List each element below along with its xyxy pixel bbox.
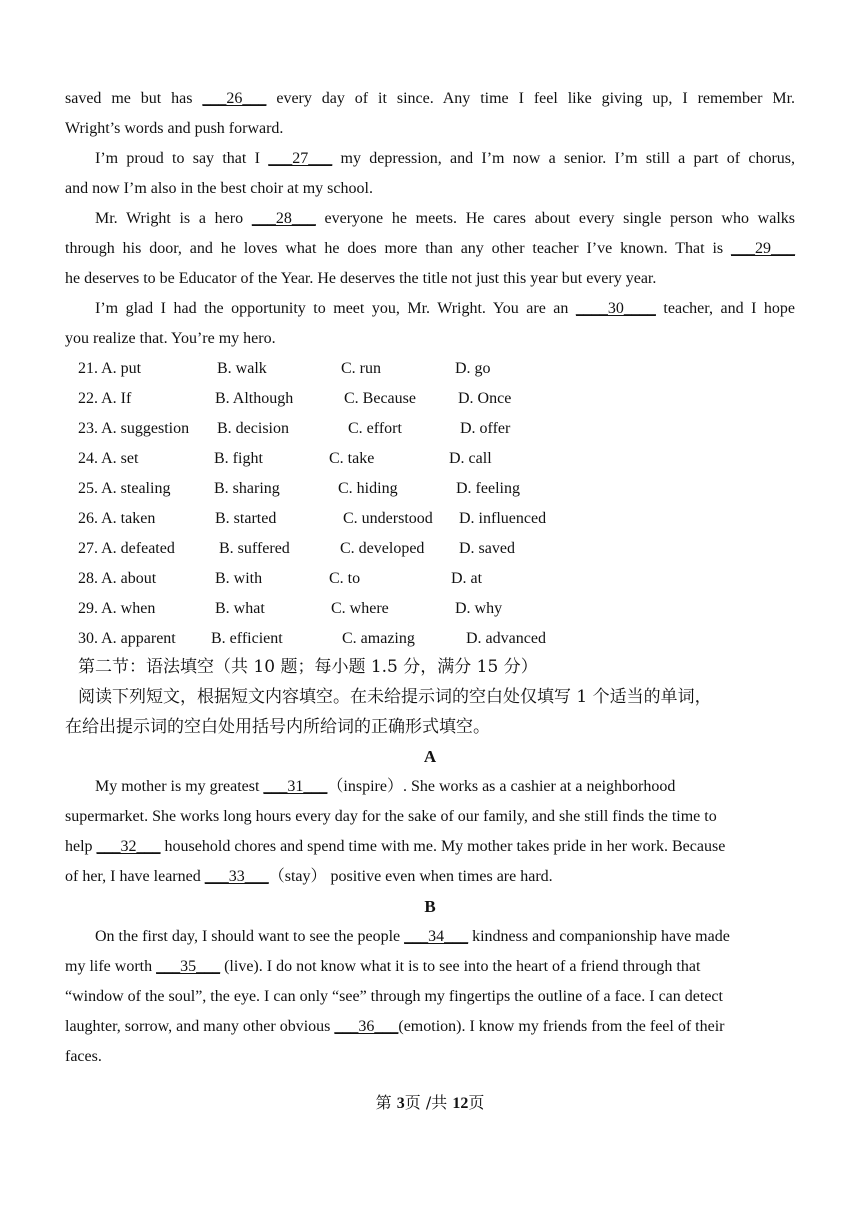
blank-30: ____30____ — [575, 300, 656, 317]
text: I’m proud to say that I — [95, 150, 269, 167]
option-c: C. hiding — [338, 480, 398, 497]
option-b: B. walk — [217, 360, 267, 377]
option-a: 23. A. suggestion — [78, 420, 190, 437]
part-b-line-5: faces. — [65, 1048, 102, 1065]
text: everyone he meets. He cares about every single person who walks — [315, 210, 796, 227]
blank-35: ___35___ — [156, 958, 221, 975]
option-d: D. why — [455, 600, 503, 617]
option-c: C. where — [331, 600, 389, 617]
text: through his door, and he loves what he does more than any other teacher I’ve known. That is — [65, 240, 731, 257]
passage-line-6 — [65, 234, 795, 264]
option-d: D. advanced — [466, 630, 546, 647]
option-c: C. run — [341, 360, 381, 377]
text: On the first day, I should want to see the people — [95, 928, 405, 945]
section-heading: 第二节：语法填空（共 10 题；每小题 1.5 分，满分 15 分） — [78, 657, 538, 677]
blank-31: ___31___ — [263, 778, 328, 795]
text: saved me but has — [65, 90, 203, 107]
text: household chores and spend time with me. My mother takes pride in her work. Because — [160, 838, 726, 855]
blank-28: ___28___ — [251, 210, 316, 227]
option-b: B. decision — [217, 420, 289, 437]
option-a: 21. A. put — [78, 360, 142, 377]
part-b-label: B — [424, 897, 436, 916]
option-d: D. at — [451, 570, 483, 587]
text: Mr. Wright is a hero — [95, 210, 252, 227]
option-a: 30. A. apparent — [78, 630, 176, 647]
text: My mother is my greatest — [95, 778, 264, 795]
option-b: B. fight — [214, 450, 263, 467]
part-a-line-1 — [95, 772, 795, 802]
option-d: D. go — [455, 360, 491, 377]
option-c: C. developed — [340, 540, 425, 557]
option-b: B. suffered — [219, 540, 290, 557]
option-c: C. amazing — [342, 630, 415, 647]
text: my life worth — [65, 958, 157, 975]
option-a: 25. A. stealing — [78, 480, 171, 497]
blank-29: ___29___ — [731, 240, 795, 257]
instructions-line-1: 阅读下列短文，根据短文内容填空。在未给提示词的空白处仅填写 1 个适当的单词， — [78, 687, 712, 707]
blank-36: ___36___ — [334, 1018, 399, 1035]
option-d: D. saved — [459, 540, 515, 557]
text: teacher, and I hope — [655, 300, 795, 317]
part-a-line-3 — [65, 832, 795, 862]
part-b-line-4 — [65, 1012, 795, 1042]
passage-line-5 — [95, 204, 795, 234]
text: （inspire）. She works as a cashier at a neighborhood — [327, 778, 676, 795]
passage-line-9: you realize that. You’re my hero. — [65, 330, 276, 347]
part-a-label: A — [423, 747, 437, 766]
text: of her, I have learned — [65, 868, 205, 885]
blank-26: ___26___ — [202, 90, 267, 107]
option-a: 26. A. taken — [78, 510, 156, 527]
option-a: 28. A. about — [78, 570, 157, 587]
option-c: C. to — [329, 570, 361, 587]
instructions-line-2: 在给出提示词的空白处用括号内所给词的正确形式填空。 — [65, 717, 490, 737]
page-footer — [0, 1088, 860, 1119]
option-a: 24. A. set — [78, 450, 139, 467]
option-d: D. call — [449, 450, 492, 467]
passage-line-2: Wright’s words and push forward. — [65, 120, 284, 137]
option-b: B. with — [215, 570, 263, 587]
part-b-line-2 — [65, 952, 795, 982]
text: 页 /共 — [404, 1093, 453, 1112]
text: my depression, and I’m now a senior. I’m still a part of chorus, — [332, 150, 795, 167]
text: every day of it since. Any time I feel like giving up, I remember Mr. — [266, 90, 796, 107]
page-number: 3 — [396, 1095, 405, 1112]
option-d: D. Once — [458, 390, 512, 407]
option-d: D. influenced — [459, 510, 547, 527]
text: （stay） positive even when times are hard. — [268, 868, 553, 885]
text: I’m glad I had the opportunity to meet you, Mr. Wright. You are an — [95, 300, 576, 317]
text: laughter, sorrow, and many other obvious — [65, 1018, 335, 1035]
part-a-line-2: supermarket. She works long hours every day for the sake of our family, and she still finds the time to — [65, 808, 717, 825]
passage-line-1 — [65, 84, 795, 114]
option-a: 29. A. when — [78, 600, 156, 617]
text: 页 — [468, 1093, 485, 1112]
blank-32: ___32___ — [96, 838, 161, 855]
option-b: B. efficient — [211, 630, 283, 647]
text: (live). I do not know what it is to see into the heart of a friend through that — [220, 958, 701, 975]
text: (emotion). I know my friends from the feel of their — [398, 1018, 725, 1035]
blank-27: ___27___ — [268, 150, 333, 167]
passage-line-4: and now I’m also in the best choir at my school. — [65, 180, 373, 197]
passage-line-8 — [95, 294, 795, 324]
option-a: 22. A. If — [78, 390, 132, 407]
part-b-line-3: “window of the soul”, the eye. I can only “see” through my fingertips the outline of a face. I can detect — [65, 988, 723, 1005]
option-b: B. started — [215, 510, 277, 527]
option-b: B. sharing — [214, 480, 280, 497]
option-d: D. feeling — [456, 480, 520, 497]
page-total: 12 — [452, 1095, 469, 1112]
option-a: 27. A. defeated — [78, 540, 175, 557]
passage-line-7: he deserves to be Educator of the Year. He deserves the title not just this year but every year. — [65, 270, 657, 287]
text: kindness and companionship have made — [468, 928, 730, 945]
option-d: D. offer — [460, 420, 511, 437]
option-c: C. take — [329, 450, 375, 467]
blank-33: ___33___ — [204, 868, 269, 885]
blank-34: ___34___ — [404, 928, 469, 945]
passage-line-3 — [95, 144, 795, 174]
text: help — [65, 838, 97, 855]
option-b: B. Although — [215, 390, 294, 407]
text: 第 — [375, 1093, 397, 1112]
part-a-line-4 — [65, 862, 795, 892]
option-c: C. understood — [343, 510, 433, 527]
option-b: B. what — [215, 600, 265, 617]
option-c: C. effort — [348, 420, 402, 437]
option-c: C. Because — [344, 390, 416, 407]
part-b-line-1 — [95, 922, 795, 952]
